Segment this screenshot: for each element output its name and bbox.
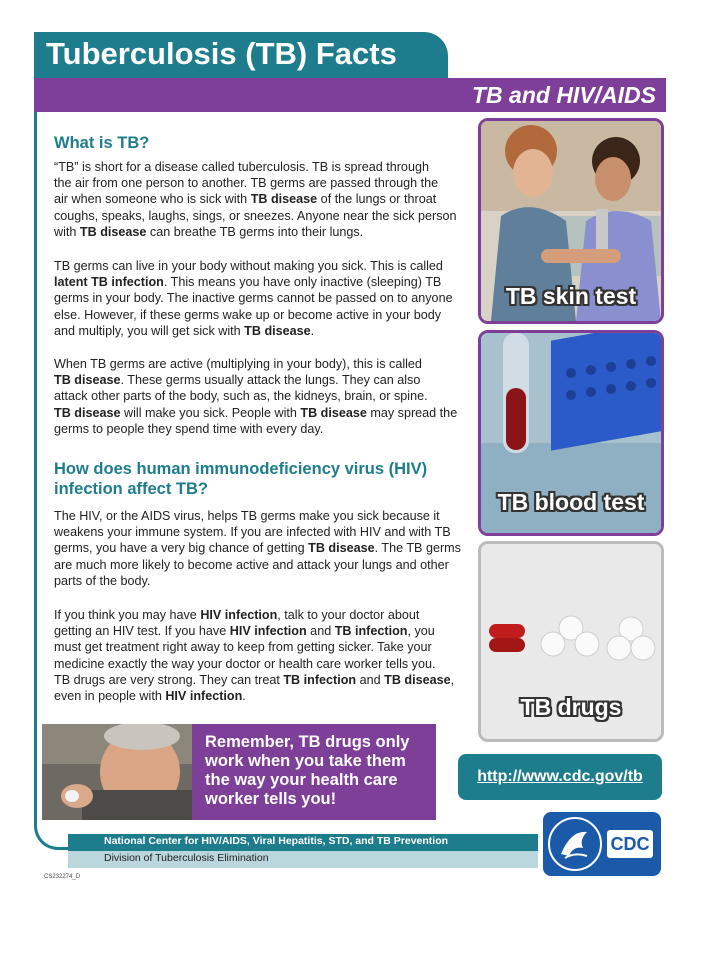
- bold-term: TB disease: [308, 541, 375, 556]
- photo-tb-drugs: [478, 541, 664, 742]
- bold-term: TB disease: [300, 405, 367, 420]
- text-run: are much more likely to become active and attack your lungs and other: [54, 557, 449, 572]
- logo-box: [543, 812, 661, 876]
- bold-term: latent TB infection: [54, 275, 164, 290]
- cdc-logo: [607, 830, 653, 858]
- reminder-line: worker tells you!: [205, 790, 337, 808]
- page-subtitle: TB and HIV/AIDS: [471, 82, 656, 108]
- text-run: . This means you have only inactive (sleeping) TB: [163, 275, 442, 290]
- page-title: Tuberculosis (TB) Facts: [46, 36, 397, 71]
- reminder-text: [205, 733, 430, 809]
- text-run: . These germs usually attack the lungs. They can also: [120, 373, 421, 388]
- text-run: and: [356, 672, 385, 687]
- text-run: coughs, speaks, laughs, sings, or sneezes. Anyone near the sick person: [54, 208, 457, 223]
- photo-label-skin-test: TB skin test: [505, 283, 637, 309]
- bold-term: TB disease: [250, 192, 318, 207]
- text-run: medicine exactly the way your doctor or health care worker tells you.: [54, 656, 436, 671]
- footer-division-name: Division of Tuberculosis Elimination: [104, 852, 269, 864]
- text-run: and: [306, 624, 335, 639]
- text-run: “TB” is short for a disease called tuberculosis. TB is spread through: [54, 160, 429, 174]
- text-run: of the lungs or throat: [317, 192, 437, 207]
- photo-tb-blood-test: [478, 330, 664, 536]
- text-run: the air from one person to another. TB germs are passed through the: [54, 176, 439, 191]
- reminder-line: Remember, TB drugs only: [205, 733, 410, 751]
- text-run: TB germs can live in your body without making you sick. This is called: [54, 259, 443, 273]
- bold-term: TB infection: [283, 672, 357, 687]
- bold-term: HIV infection: [200, 608, 278, 622]
- text-run: germs, you have a very big chance of getting: [54, 541, 309, 556]
- text-run: getting an HIV test. If you have: [54, 624, 230, 639]
- text-run: air when someone who is sick with: [54, 192, 251, 207]
- text-run: weakens your immune system. If you are infected with HIV and with TB: [54, 525, 451, 540]
- reminder-line: the way your health care: [205, 771, 398, 789]
- text-run: can breathe TB germs into their lungs.: [146, 224, 364, 239]
- bold-term: TB disease: [384, 672, 451, 687]
- text-run: .: [310, 323, 315, 338]
- photo-tb-skin-test: [478, 118, 664, 324]
- paragraph-what-is-tb: [54, 159, 464, 240]
- text-run: will make you sick. People with: [120, 405, 301, 420]
- text-run: If you think you may have: [54, 608, 201, 622]
- section-heading-hiv: [54, 459, 474, 499]
- heading-line: infection affect TB?: [54, 480, 209, 498]
- bold-term: TB disease: [54, 373, 121, 388]
- text-run: . The TB germs: [374, 541, 461, 556]
- text-run: even in people with: [54, 689, 166, 704]
- photo-label-drugs: TB drugs: [520, 694, 622, 720]
- text-run: TB drugs are very strong. They can treat: [54, 672, 284, 687]
- text-run: and multiply, you will get sick with: [54, 323, 245, 338]
- text-run: with: [54, 224, 80, 239]
- bold-term: TB disease: [79, 224, 147, 239]
- paragraph-hiv-advice: [54, 607, 464, 704]
- text-run: parts of the body.: [54, 573, 151, 588]
- text-run: germs in your body. The inactive germs cannot be passed on to anyone: [54, 291, 453, 306]
- text-run: must get treatment right away to keep from getting sicker. Take your: [54, 640, 432, 655]
- cdc-tb-link[interactable]: http://www.cdc.gov/tb: [477, 768, 643, 785]
- text-run: The HIV, or the AIDS virus, helps TB germs make you sick because it: [54, 509, 440, 523]
- document-code: CS232274_D: [44, 874, 81, 880]
- bold-term: HIV infection: [229, 624, 307, 639]
- text-run: germs to people they spend time with every day.: [54, 421, 324, 436]
- text-run: may spread the: [366, 405, 458, 420]
- reminder-line: work when you take them: [205, 752, 406, 770]
- text-run: , talk to your doctor about: [277, 608, 420, 622]
- text-run: When TB germs are active (multiplying in your body), this is called: [54, 357, 422, 371]
- text-run: .: [242, 689, 246, 704]
- paragraph-hiv-effect: [54, 508, 464, 589]
- bold-term: TB disease: [54, 405, 121, 420]
- bold-term: TB disease: [244, 323, 311, 338]
- patient-photo: [42, 724, 192, 820]
- text-run: , you: [407, 624, 435, 639]
- paragraph-latent-tb: [54, 258, 464, 339]
- text-run: attack other parts of the body, such as, the kidneys, brain, or spine.: [54, 389, 428, 404]
- photo-label-blood-test: TB blood test: [497, 489, 645, 515]
- paragraph-tb-disease: [54, 356, 464, 437]
- bold-term: TB infection: [334, 624, 408, 639]
- bold-term: HIV infection: [165, 689, 243, 704]
- cdc-logo-text: CDC: [610, 834, 650, 854]
- heading-line: How does human immunodeficiency virus (HIV): [54, 460, 428, 478]
- text-run: ,: [450, 672, 455, 687]
- section-heading-what-is-tb: What is TB?: [54, 134, 150, 152]
- footer-center-name: National Center for HIV/AIDS, Viral Hepatitis, STD, and TB Prevention: [104, 835, 449, 847]
- text-run: else. However, if these germs wake up or become active in your body: [54, 307, 442, 322]
